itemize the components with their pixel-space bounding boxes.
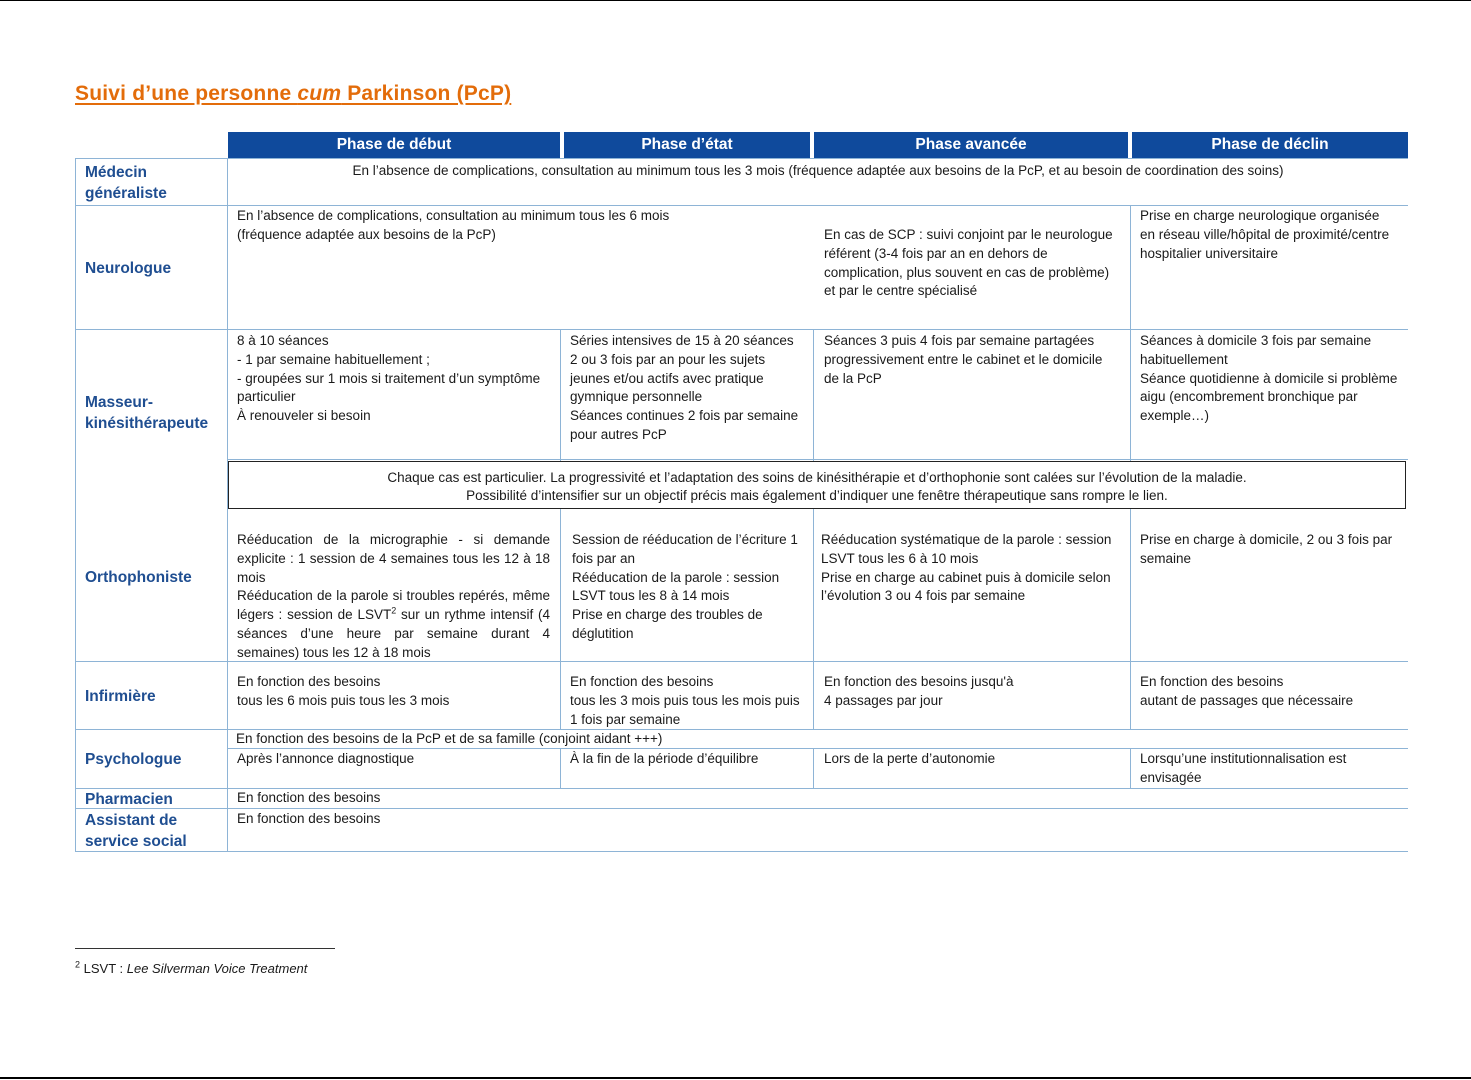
grid-line xyxy=(75,205,1408,206)
row-label-neurologue: Neurologue xyxy=(85,260,172,277)
grid-line xyxy=(1130,509,1131,729)
grid-line xyxy=(1130,329,1131,461)
cell-infirmiere-debut: En fonction des besoins tous les 6 mois puis tous les 3 mois xyxy=(237,674,450,708)
cell-medecin: En l’absence de complications, consultation au minimum tous les 3 mois (fréquence adaptée aux besoins de la PcP, et au besoin de coordination des soins) xyxy=(352,163,1284,178)
grid-line xyxy=(813,509,814,729)
header-phase-declin: Phase de déclin xyxy=(1132,132,1408,158)
row-label-assistant-social: Assistant de service social xyxy=(85,812,187,850)
note-box: Chaque cas est particulier. La progressivité et l’adaptation des soins de kinésithérapie et d’orthophonie sont calées sur l’évolution de la maladie. Possibilité d’intensifier sur un objectif précis mais également d’indiquer une fenêtre thérapeutique sans rompre le lien. xyxy=(228,461,1406,509)
grid-line xyxy=(228,459,1408,460)
grid-line xyxy=(560,748,561,788)
grid-line xyxy=(1130,748,1131,788)
cell-psychologue-avancee: Lors de la perte d’autonomie xyxy=(824,751,996,766)
cell-neurologue-debut-etat: En l’absence de complications, consultation au minimum tous les 6 mois (fréquence adaptée aux besoins de la PcP) xyxy=(237,208,670,242)
cell-psychologue-general: En fonction des besoins de la PcP et de sa famille (conjoint aidant +++) xyxy=(236,731,663,746)
row-label-psychologue: Psychologue xyxy=(85,751,182,768)
cell-psychologue-declin: Lorsqu’une institutionnalisation est envisagée xyxy=(1140,751,1347,785)
grid-line xyxy=(75,329,1408,330)
grid-line xyxy=(813,748,814,788)
cell-ortho-declin: Prise en charge à domicile, 2 ou 3 fois par semaine xyxy=(1140,532,1393,566)
grid-line xyxy=(75,851,1408,852)
grid-line xyxy=(75,158,76,851)
grid-line xyxy=(75,158,1408,159)
cell-kine-debut: 8 à 10 séances - 1 par semaine habituellement ; - groupées sur 1 mois si traitement d’un symptôme particulier À renouveler si besoin xyxy=(237,333,541,424)
grid-line xyxy=(75,808,1408,809)
row-label-pharmacien: Pharmacien xyxy=(85,791,173,808)
grid-line xyxy=(1130,205,1131,329)
grid-line xyxy=(560,509,561,729)
footnote-separator xyxy=(75,948,335,949)
cell-neurologue-avancee: En cas de SCP : suivi conjoint par le neurologue référent (3-4 fois par an en dehors de complication, plus souvent en cas de problème) et par le centre spécialisé xyxy=(824,227,1113,299)
page-title: Suivi d’une personne cum Parkinson (PcP) xyxy=(75,82,512,105)
cell-kine-etat: Séries intensives de 15 à 20 séances 2 ou 3 fois par an pour les sujets jeunes et/ou actifs avec pratique gymnique personnelle Séances continues 2 fois par semaine pour autres PcP xyxy=(570,333,799,442)
cell-infirmiere-declin: En fonction des besoins autant de passages que nécessaire xyxy=(1140,674,1354,708)
cell-pharmacien: En fonction des besoins xyxy=(237,790,381,805)
header-phase-avancee: Phase avancée xyxy=(814,132,1128,158)
row-label-medecin: Médecin généraliste xyxy=(85,164,167,202)
grid-line xyxy=(813,329,814,461)
cell-kine-declin: Séances à domicile 3 fois par semaine habituellement Séance quotidienne à domicile si problème aigu (encombrement bronchique par exemple…) xyxy=(1140,333,1398,424)
cell-ortho-debut: Rééducation de la micrographie - si demande explicite : 1 session de 4 semaines tous les 12 à 18 mois Rééducation de la parole si troubles repérés, même légers : session de LSVT$^2$ sur un rythme intensif (4 séances d’une heure par semaine durant 4 semaines) tous les 12 à 18 mois xyxy=(237,532,551,660)
page-bottom-border xyxy=(0,1077,1471,1079)
cell-psychologue-etat: À la fin de la période d’équilibre xyxy=(570,751,759,766)
cell-ortho-etat: Session de rééducation de l’écriture 1 fois par an Rééducation de la parole : session LSVT tous les 8 à 14 mois Prise en charge des troubles de déglutition xyxy=(572,532,798,641)
grid-line xyxy=(560,329,561,461)
cell-ortho-avancee: Rééducation systématique de la parole : session LSVT tous les 6 à 10 mois Prise en charge au cabinet puis à domicile selon l’évolution 3 ou 4 fois par semaine xyxy=(821,532,1112,604)
cell-kine-avancee: Séances 3 puis 4 fois par semaine partagées progressivement entre le cabinet et le domicile de la PcP xyxy=(824,333,1103,386)
cell-infirmiere-etat: En fonction des besoins tous les 3 mois puis tous les mois puis 1 fois par semaine xyxy=(570,674,800,727)
cell-infirmiere-avancee: En fonction des besoins jusqu'à 4 passages par jour xyxy=(824,674,1014,708)
cell-neurologue-declin: Prise en charge neurologique organisée en réseau ville/hôpital de proximité/centre hospitalier universitaire xyxy=(1140,208,1390,261)
page-top-border xyxy=(0,0,1471,1)
cell-psychologue-debut: Après l’annonce diagnostique xyxy=(237,751,415,766)
footnote: $^2$ LSVT : Lee Silverman Voice Treatment xyxy=(75,959,308,976)
cell-assistant-social: En fonction des besoins xyxy=(237,811,381,826)
header-phase-etat: Phase d’état xyxy=(564,132,810,158)
row-label-infirmiere: Infirmière xyxy=(85,688,156,705)
row-label-orthophoniste: Orthophoniste xyxy=(85,569,192,586)
header-phase-debut: Phase de début xyxy=(228,132,560,158)
row-label-kine: Masseur- kinésithérapeute xyxy=(85,394,209,432)
